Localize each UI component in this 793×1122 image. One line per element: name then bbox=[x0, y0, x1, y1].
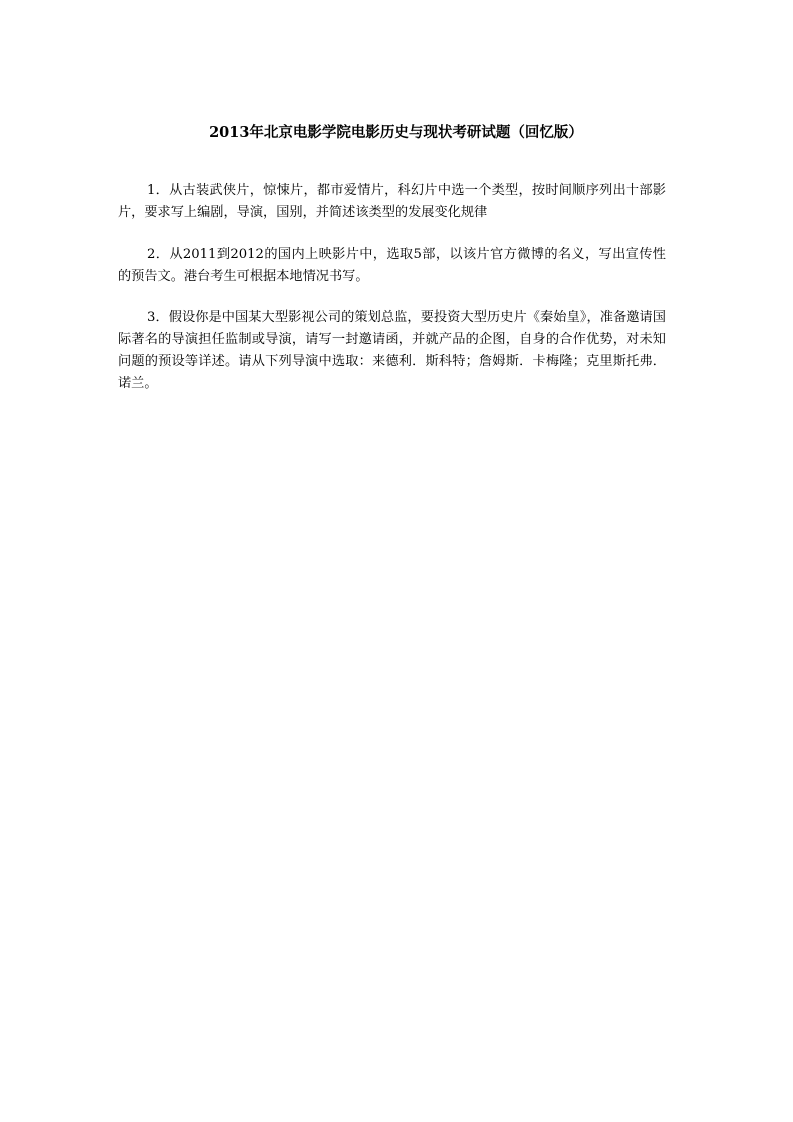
question-2: 2．从2011到2012的国内上映影片中，选取5部，以该片官方微博的名义，写出宣传性的预告文。港台考生可根据本地情况书写。 bbox=[118, 247, 666, 285]
question-3: 3．假设你是中国某大型影视公司的策划总监，要投资大型历史片《秦始皇》，准备邀请国际著名的导演担任监制或导演，请写一封邀请函，并就产品的企图，自身的合作优势，对未知问题的预设等详述。请从下列导演中选取：来德利．斯科特；詹姆斯．卡梅隆；克里斯托弗．诺兰。 bbox=[118, 310, 666, 392]
question-1: 1．从古装武侠片，惊悚片，都市爱情片，科幻片中选一个类型，按时间顺序列出十部影片，要求写上编剧，导演，国别，并简述该类型的发展变化规律 bbox=[118, 183, 666, 221]
document-title: 2013年北京电影学院电影历史与现状考研试题（回忆版） bbox=[209, 124, 583, 141]
